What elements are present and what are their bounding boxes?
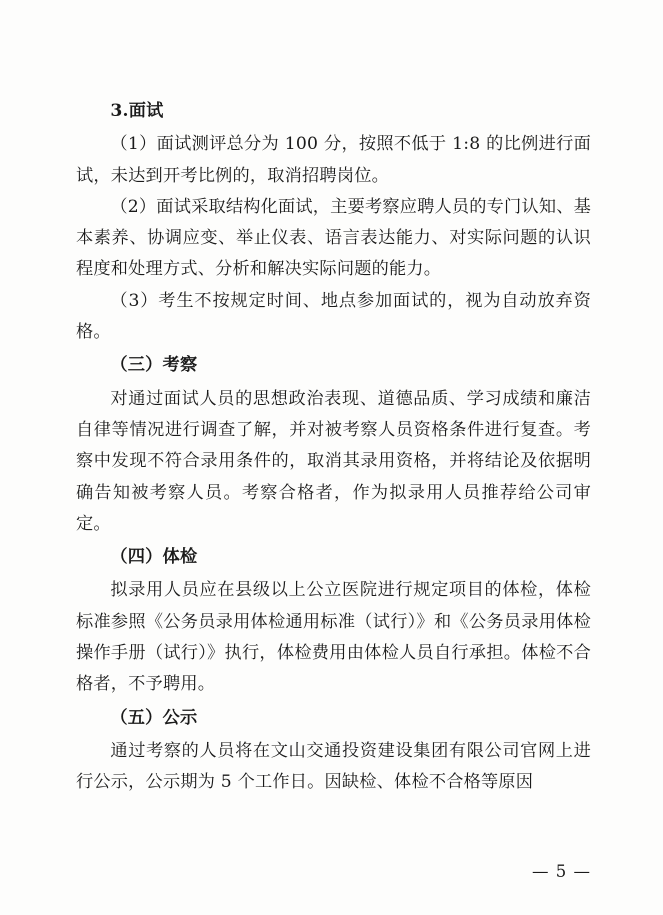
paragraph-interview-structure: （2）面试采取结构化面试，主要考察应聘人员的专门认知、基本素养、协调应变、举止仪表、语言表达能力、对实际问题的认识程度和处理方式、分析和解决实际问题的能力。 bbox=[76, 196, 591, 280]
section-heading-publicity: （五）公示 bbox=[110, 707, 198, 728]
paragraph-publicity-detail: 通过考察的人员将在文山交通投资建设集团有限公司官网上进行公示，公示期为 5 个工作日。因缺检、体检不合格等原因 bbox=[76, 740, 591, 793]
paragraph-interview-score: （1）面试测评总分为 100 分，按照不低于 1:8 的比例进行面试，未达到开考比例的，取消招聘岗位。 bbox=[76, 134, 591, 186]
paragraph-inspection-detail: 对通过面试人员的思想政治表现、道德品质、学习成绩和廉洁自律等情况进行调查了解，并对被考察人员资格条件进行复查。考察中发现不符合录用条件的，取消其录用资格，并将结论及依据明确告知被考察人员。考察合格者，作为拟录用人员推荐给公司审定。 bbox=[76, 388, 591, 534]
document-body bbox=[76, 96, 591, 799]
section-heading-interview: 3.面试 bbox=[110, 101, 164, 121]
paragraph-physical-exam-detail: 拟录用人员应在县级以上公立医院进行规定项目的体检，体检标准参照《公务员录用体检通用标准（试行）》和《公务员录用体检操作手册（试行）》执行，体检费用由体检人员自行承担。体检不合格者，不予聘用。 bbox=[76, 580, 591, 695]
paragraph-interview-absence: （3）考生不按规定时间、地点参加面试的，视为自动放弃资格。 bbox=[76, 290, 591, 343]
page-number: — 5 — bbox=[532, 862, 591, 881]
section-heading-physical-exam: （四）体检 bbox=[110, 547, 198, 568]
section-heading-inspection: （三）考察 bbox=[110, 355, 198, 376]
